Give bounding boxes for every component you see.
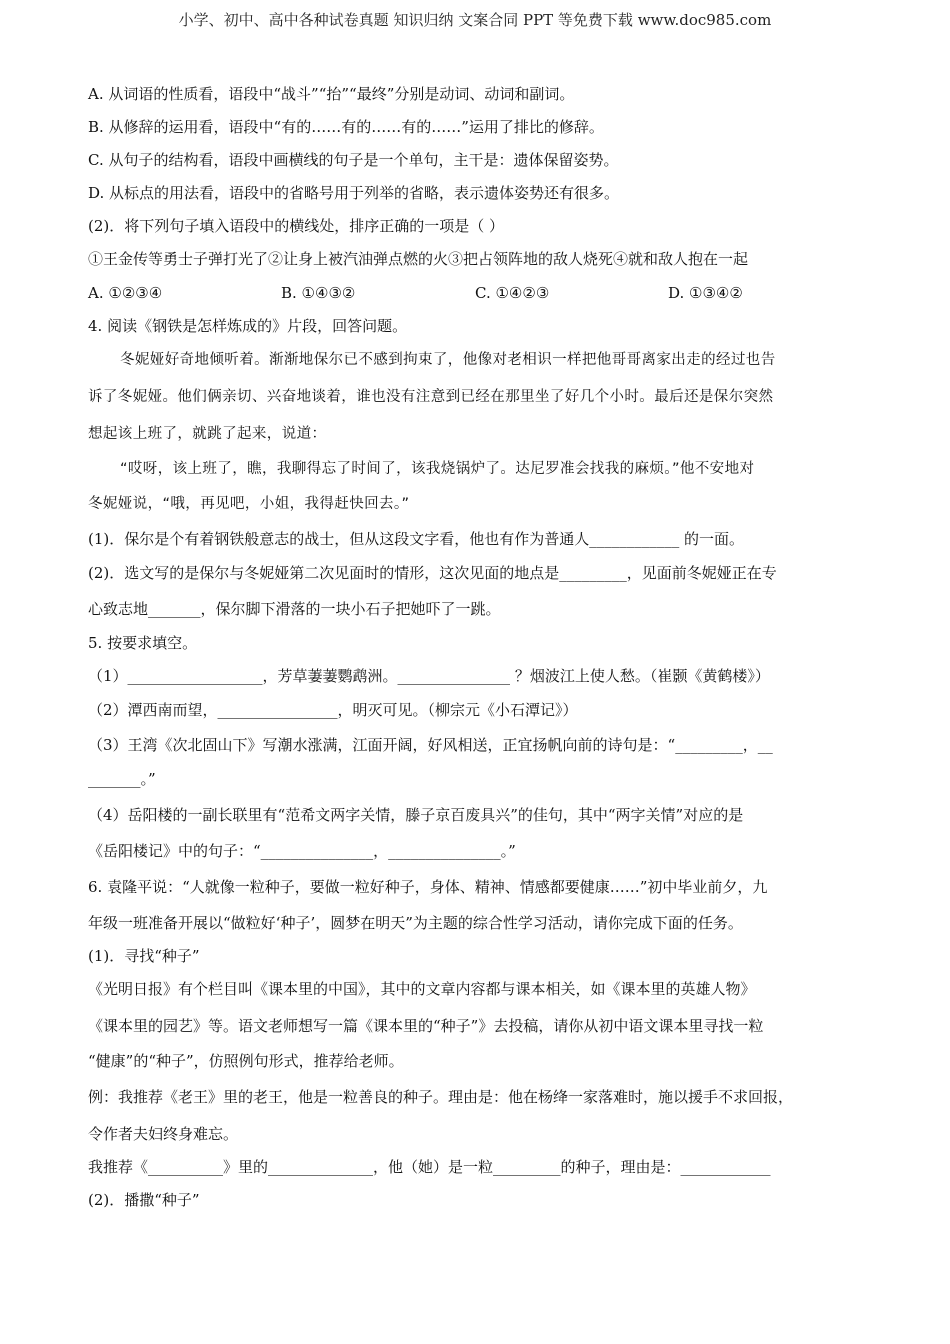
choice-c: C. ①④②③ xyxy=(475,284,550,302)
q6-example-cont: 令作者夫妇终身难忘。 xyxy=(88,1125,239,1143)
q3-subquestion-2: (2)．将下列句子填入语段中的横线处，排序正确的一项是（ ） xyxy=(88,217,505,235)
q5-item-2: （2）潭西南而望，________________，明灭可见。（柳宗元《小石潭记》） xyxy=(88,701,578,719)
q6-intro-cont: 年级一班准备开展以“做粒好‘种子’，圆梦在明天”为主题的综合性学习活动，请你完成下面的任务。 xyxy=(88,914,743,932)
q3-option-d: D. 从标点的用法看，语段中的省略号用于列举的省略，表示遗体姿势还有很多。 xyxy=(88,184,620,202)
q6-intro: 6. 袁隆平说：“人就像一粒种子，要做一粒好种子，身体、精神、情感都要健康……”初中毕业前夕，九 xyxy=(88,878,768,896)
q6-subquestion-1: (1)．寻找“种子” xyxy=(88,947,200,965)
q5-item-1: （1）__________________，芳草萋萋鹦鹉洲。_______________ ？烟波江上使人愁。（崔颢《黄鹤楼》） xyxy=(88,667,770,685)
q4-passage-line: 想起该上班了，就跳了起来，说道： xyxy=(88,426,327,442)
q6-fill-in: 我推荐《__________》里的______________，他（她）是一粒_________的种子，理由是：____________ xyxy=(88,1158,771,1176)
q4-subquestion-2: (2)．选文写的是保尔与冬妮娅第二次见面时的情形，这次见面的地点是_________，见面前冬妮娅正在专 xyxy=(88,564,777,582)
q4-subquestion-2-cont: 心致志地_______，保尔脚下滑落的一块小石子把她吓了一跳。 xyxy=(88,600,501,618)
q5-title: 5. 按要求填空。 xyxy=(88,634,198,652)
q6-example: 例：我推荐《老王》里的老王，他是一粒善良的种子。理由是：他在杨绛一家落难时，施以援手不求回报， xyxy=(88,1088,794,1106)
q5-item-3: （3）王湾《次北固山下》写潮水涨满，江面开阔，好风相送，正宜扬帆向前的诗句是：“_________，__ xyxy=(88,736,773,754)
choice-b: B. ①④③② xyxy=(281,284,356,302)
q6-text: “健康”的“种子”，仿照例句形式，推荐给老师。 xyxy=(88,1052,404,1070)
q3-option-b: B. 从修辞的运用看，语段中“有的……有的……有的……”运用了排比的修辞。 xyxy=(88,118,604,136)
q4-subquestion-1: (1)．保尔是个有着钢铁般意志的战士，但从这段文字看，他也有作为普通人____________ 的一面。 xyxy=(88,530,745,548)
q4-title: 4. 阅读《钢铁是怎样炼成的》片段，回答问题。 xyxy=(88,317,408,335)
q3-option-c: C. 从句子的结构看，语段中画横线的句子是一个单句，主干是：遗体保留姿势。 xyxy=(88,151,619,169)
q6-subquestion-2: (2)．播撒“种子” xyxy=(88,1191,200,1209)
q3-option-a: A. 从词语的性质看，语段中“战斗”“抬”“最终”分别是动词、动词和副词。 xyxy=(88,85,575,103)
q4-passage-line: 冬妮娅说，“哦，再见吧，小姐，我得赶快回去。” xyxy=(88,496,410,512)
q3-sentences: ①王金传等勇士子弹打光了②让身上被汽油弹点燃的火③把占领阵地的敌人烧死④就和敌人抱在一起 xyxy=(88,250,749,268)
q5-item-3-cont: _______。” xyxy=(88,770,156,788)
choice-a: A. ①②③④ xyxy=(88,284,163,302)
q6-text: 《课本里的园艺》等。语文老师想写一篇《课本里的“种子”》去投稿，请你从初中语文课本里寻找一粒 xyxy=(88,1017,764,1035)
page-header-banner: 小学、初中、高中各种试卷真题 知识归纳 文案合同 PPT 等免费下载 www.doc985.com xyxy=(178,11,772,29)
choice-d: D. ①③④② xyxy=(668,284,743,302)
q4-passage-line: “哎呀，该上班了，瞧，我聊得忘了时间了，该我烧锅炉了。达尼罗准会找我的麻烦。”他不安地对 xyxy=(120,461,755,477)
q5-item-4-cont: 《岳阳楼记》中的句子：“_______________，_______________。” xyxy=(88,842,516,860)
q6-text: 《光明日报》有个栏目叫《课本里的中国》，其中的文章内容都与课本相关，如《课本里的英雄人物》 xyxy=(88,980,756,998)
q5-item-4: （4）岳阳楼的一副长联里有“范希文两字关情，滕子京百废具兴”的佳句，其中“两字关情”对应的是 xyxy=(88,806,744,824)
q4-passage-line: 冬妮娅好奇地倾听着。渐渐地保尔已不感到拘束了，他像对老相识一样把他哥哥离家出走的经过也告 xyxy=(120,352,776,368)
q4-passage-line: 诉了冬妮娅。他们俩亲切、兴奋地谈着，谁也没有注意到已经在那里坐了好几个小时。最后还是保尔突然 xyxy=(88,389,774,405)
